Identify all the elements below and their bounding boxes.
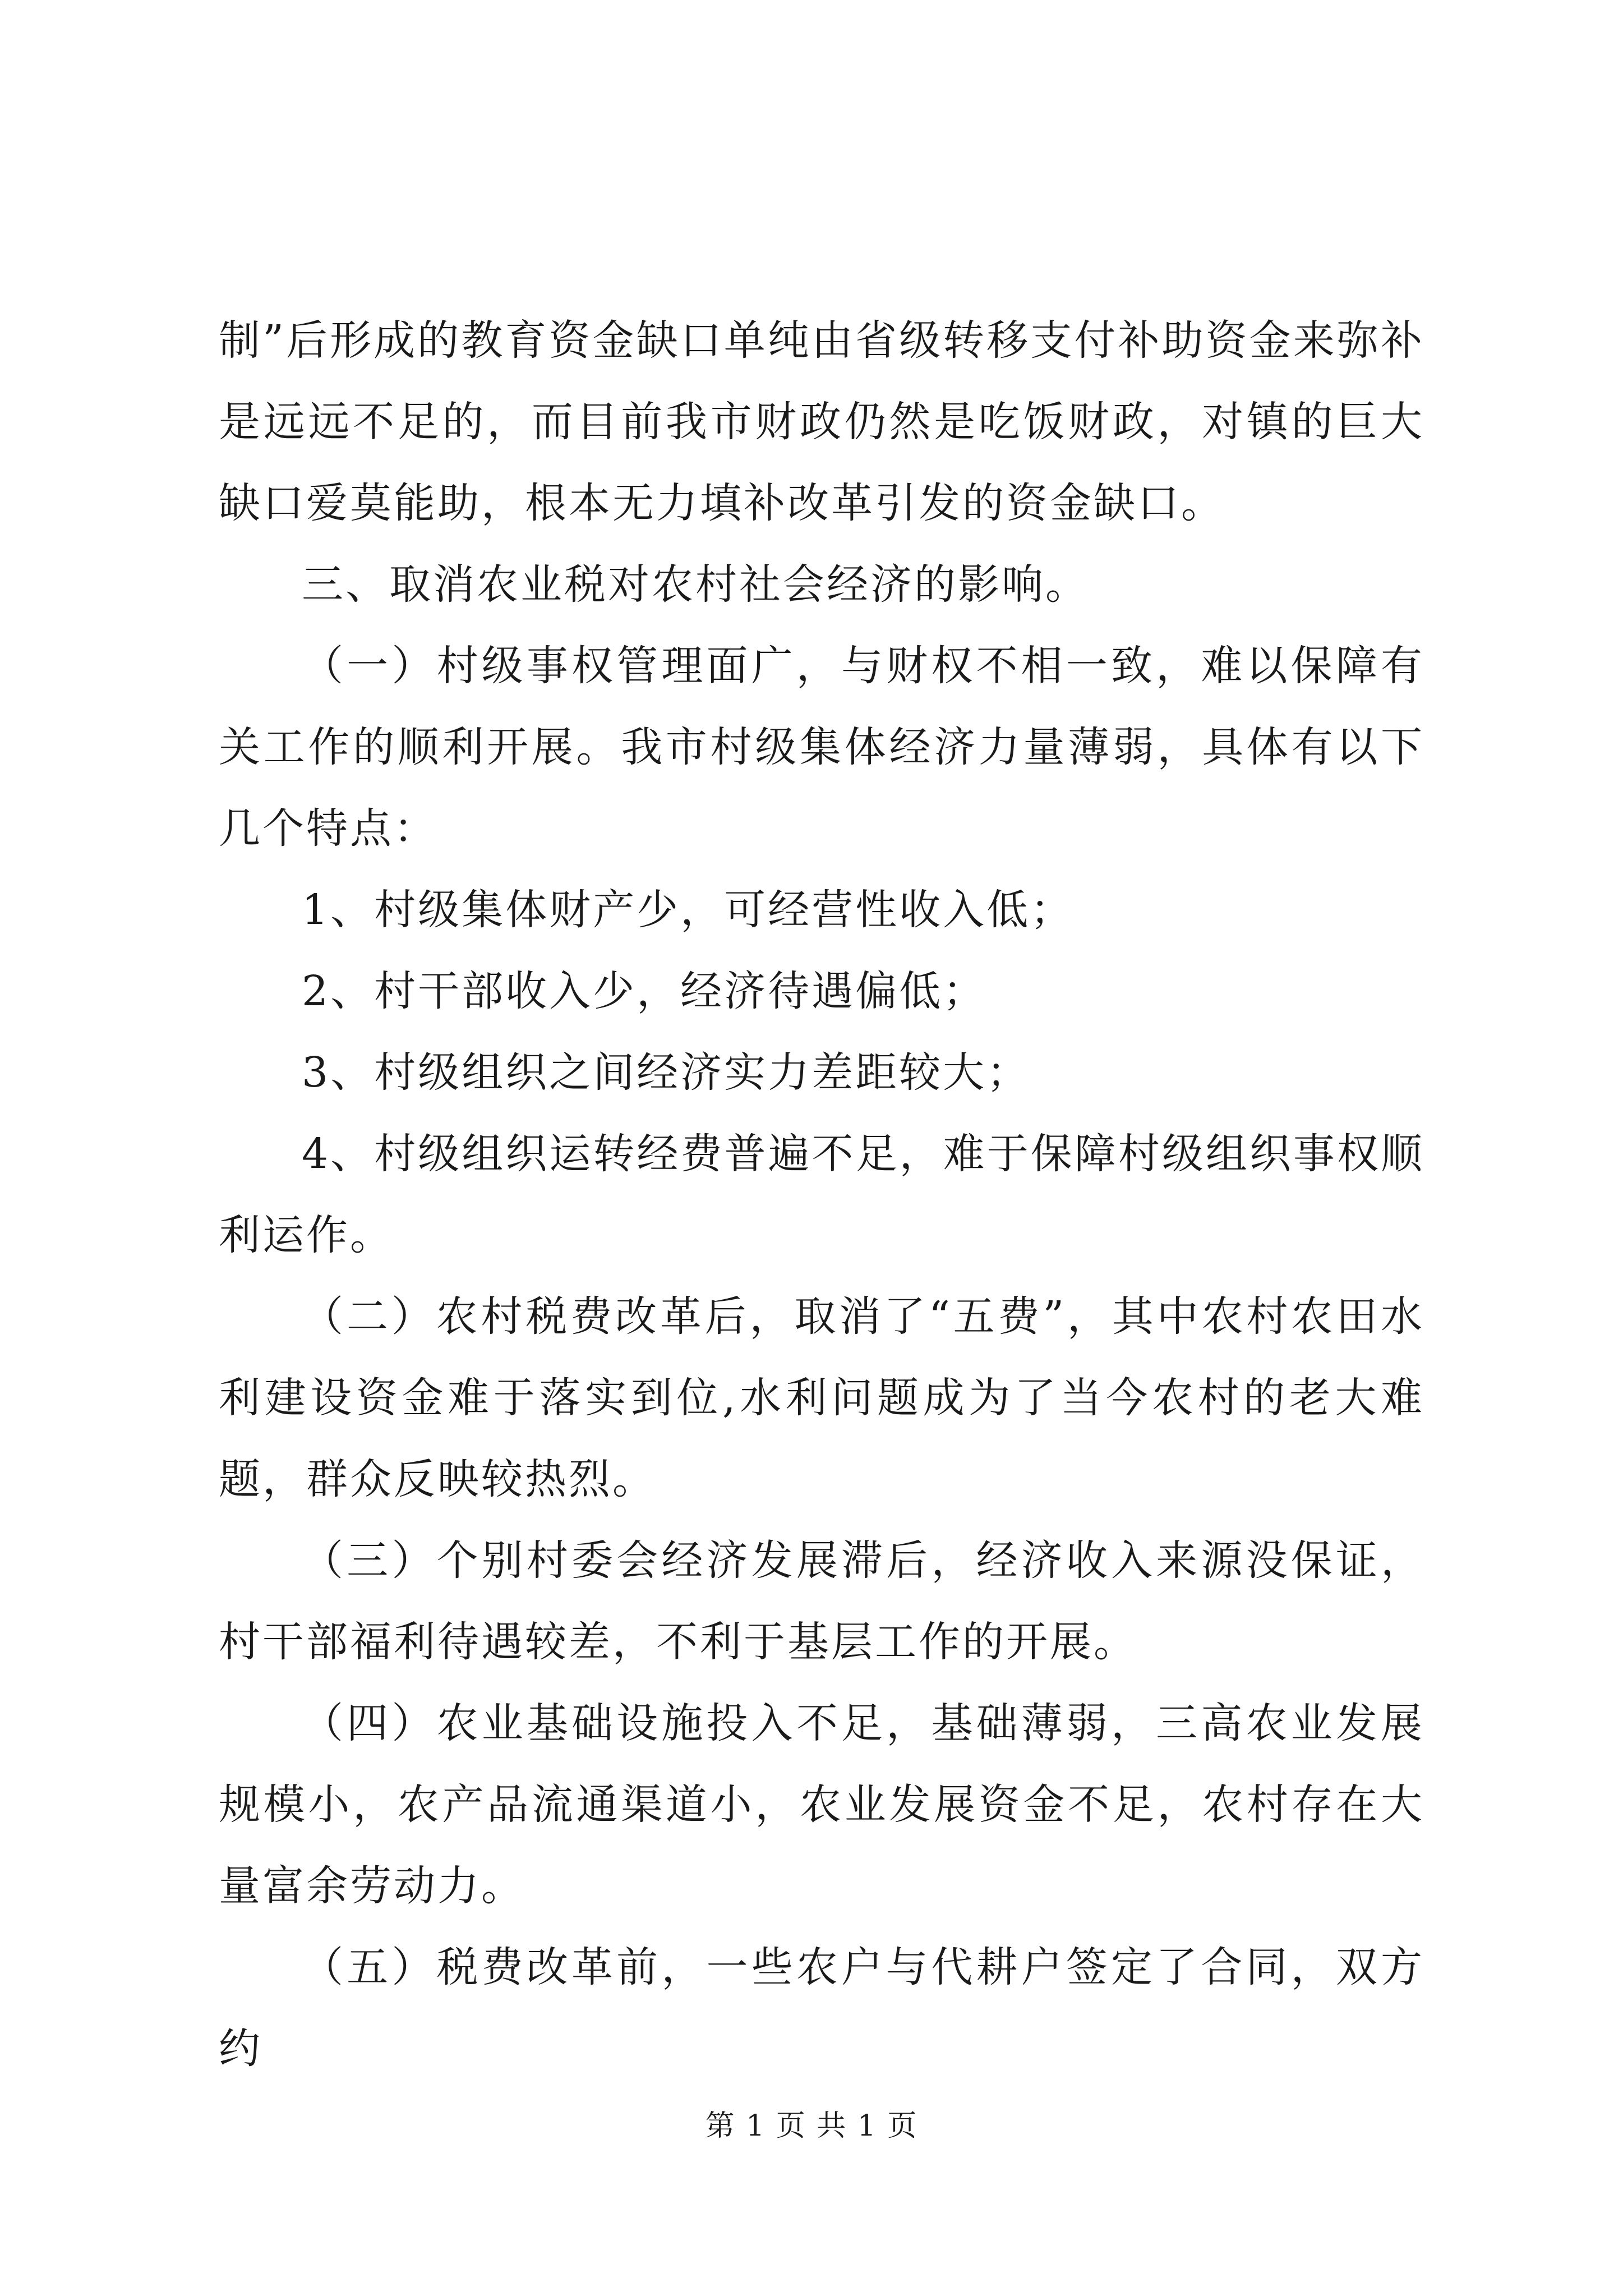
- list-item-3: 3、村级组织之间经济实力差距较大；: [302, 1048, 1031, 1097]
- document-body: [219, 300, 1424, 2090]
- page-footer: 第 1 页 共 1 页: [705, 2109, 918, 2143]
- paragraph-continuation: 制”后形成的教育资金缺口单纯由省级转移支付补助资金来弥补是远远不足的，而目前我市财政仍然是吃饭财政，对镇的巨大缺口爱莫能助，根本无力填补改革引发的资金缺口。: [219, 316, 1424, 527]
- list-item-2: 2、村干部收入少，经济待遇偏低；: [302, 967, 987, 1015]
- paragraph-item-5: （五）税费改革前，一些农户与代耕户签定了合同，双方约: [219, 1943, 1424, 2073]
- list-item-1: 1、村级集体财产少，可经营性收入低；: [302, 886, 1075, 934]
- paragraph-item-4: （四）农业基础设施投入不足，基础薄弱，三高农业发展规模小，农产品流通渠道小，农业发展资金不足，农村存在大量富余劳动力。: [219, 1699, 1424, 1910]
- list-item-4: 4、村级组织运转经费普遍不足，难于保障村级组织事权顺利运作。: [219, 1130, 1424, 1259]
- section-heading-3: 三、取消农业税对农村社会经济的影响。: [302, 560, 1089, 609]
- paragraph-item-2: （二）农村税费改革后，取消了“五费”，其中农村农田水利建设资金难于落实到位,水利问题成为了当今农村的老大难题，群众反映较热烈。: [219, 1292, 1424, 1503]
- paragraph-item-3: （三）个别村委会经济发展滞后，经济收入来源没保证，村干部福利待遇较差，不利于基层工作的开展。: [219, 1536, 1424, 1666]
- paragraph-item-1: （一）村级事权管理面广，与财权不相一致，难以保障有关工作的顺利开展。我市村级集体经济力量薄弱，具体有以下几个特点：: [219, 642, 1424, 853]
